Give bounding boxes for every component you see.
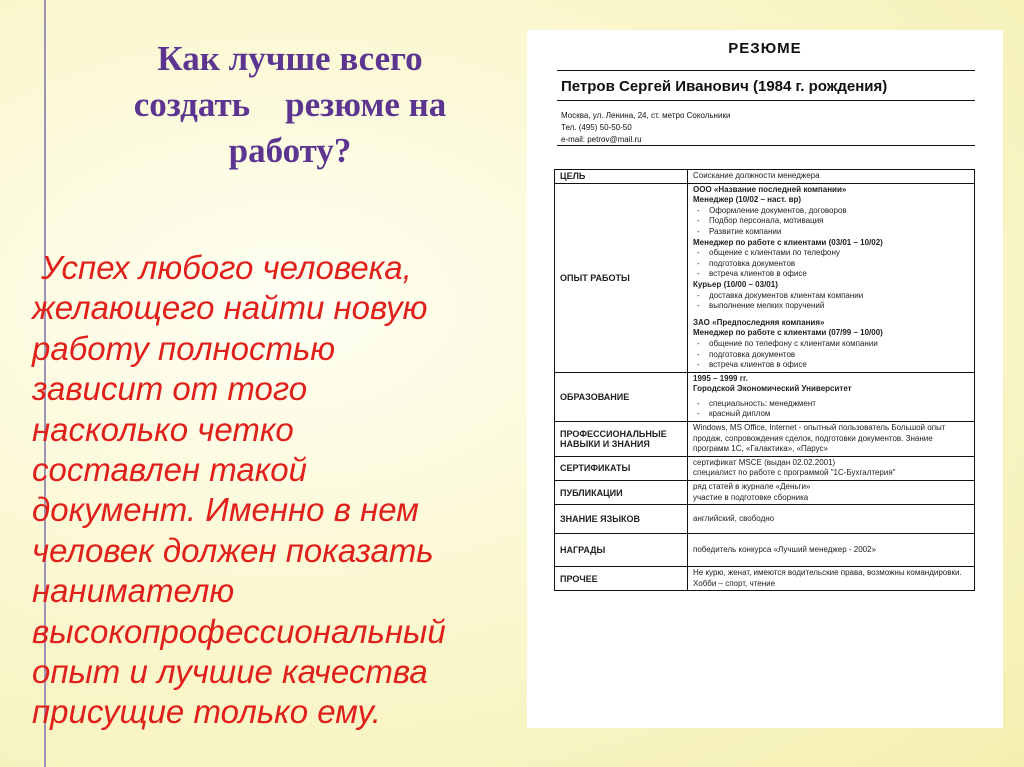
resume-table [554, 169, 975, 591]
row-other [555, 567, 975, 591]
education-years: 1995 – 1999 гг. [693, 373, 748, 383]
skills-value: Windows, MS Office, Internet - опытный пользователь Большой опыт продаж, сопровождения сделок, подготовки документов. Знание программ 1С, «Галактика», «Парус» [688, 422, 975, 457]
publication-line: ряд статей в журнале «Деньги» [693, 482, 811, 492]
other-value [688, 567, 975, 591]
job-duty: - встреча клиентов в офисе [693, 360, 969, 371]
job-title: Менеджер (10/02 – наст. вр) [693, 195, 802, 205]
job-title: Менеджер по работе с клиентами (07/99 – 10/00) [693, 328, 883, 338]
row-languages [555, 505, 975, 534]
experience-label: ОПЫТ РАБОТЫ [555, 183, 688, 372]
row-education [555, 372, 975, 421]
job-duty: - встреча клиентов в офисе [693, 269, 969, 280]
slide-title [60, 36, 520, 174]
publications-label: ПУБЛИКАЦИИ [555, 481, 688, 505]
body-line: работу полностью [32, 329, 336, 367]
body-line: человек должен показать [32, 531, 434, 569]
experience-value [688, 183, 975, 372]
contact-email: e-mail: petrov@mail.ru [561, 135, 642, 144]
skills-label-line: НАВЫКИ И ЗНАНИЯ [560, 438, 650, 449]
title-line: Как лучше всего [157, 39, 423, 78]
other-label: ПРОЧЕЕ [555, 567, 688, 591]
certificates-label: СЕРТИФИКАТЫ [555, 456, 688, 480]
job-duty: - Развитие компании [693, 227, 969, 238]
body-line: документ. Именно в нем [32, 491, 419, 529]
awards-value: победитель конкурса «Лучший менеджер - 2002» [688, 534, 975, 567]
goal-value: Соискание должности менеджера [688, 170, 975, 184]
job-duty: - подготовка документов [693, 259, 969, 270]
education-label: ОБРАЗОВАНИЕ [555, 372, 688, 421]
job-title: Менеджер по работе с клиентами (03/01 – 10/02) [693, 237, 883, 247]
body-line: составлен такой [32, 451, 308, 489]
resume-title: РЕЗЮМЕ [728, 40, 802, 57]
row-goal [555, 170, 975, 184]
row-publications [555, 481, 975, 505]
contact-address: Москва, ул. Ленина, 24, ст. метро Сокольники [561, 111, 731, 120]
slide-body-text [32, 248, 522, 733]
other-line: Не курю, женат, имеются водительские права, возможны командировки. [693, 568, 962, 578]
education-detail: - специальность: менеджмент [693, 399, 969, 410]
other-line: Хобби – спорт, чтение [693, 578, 776, 588]
resume-top-rule [557, 70, 975, 71]
languages-value: английский, свободно [688, 505, 975, 534]
contact-phone: Тел. (495) 50-50-50 [561, 123, 632, 132]
resume-document [527, 30, 1003, 728]
education-university: Городской Экономический Университет [693, 384, 852, 394]
body-line: насколько четко [32, 410, 294, 448]
certificates-value [688, 456, 975, 480]
certificate-line: специалист по работе с программой "1С-Бухгалтерия" [693, 468, 896, 478]
job-duty: - Оформление документов, договоров [693, 206, 969, 217]
job-duty: - общение по телефону с клиентами компании [693, 339, 969, 350]
job-duty: - доставка документов клиентам компании [693, 291, 969, 302]
title-line: работу? [228, 131, 352, 170]
body-line: нанимателю [32, 572, 235, 610]
goal-label: ЦЕЛЬ [555, 170, 688, 184]
skills-label-line: ПРОФЕССИОНАЛЬНЫЕ [560, 428, 667, 439]
certificate-line: сертификат MSCE (выдан 02.02.2001) [693, 457, 836, 467]
job-duty: - общение с клиентами по телефону [693, 248, 969, 259]
languages-label: ЗНАНИЕ ЯЗЫКОВ [555, 505, 688, 534]
row-awards [555, 534, 975, 567]
title-line: создать резюме на [133, 85, 447, 124]
row-skills [555, 422, 975, 457]
skills-label [555, 422, 688, 457]
education-detail: - красный диплом [693, 409, 969, 420]
education-value [688, 372, 975, 421]
body-line: присущие только ему. [32, 693, 381, 731]
job-duty: - Подбор персонала, мотивация [693, 216, 969, 227]
job-title: Курьер (10/00 – 03/01) [693, 279, 778, 289]
awards-label: НАГРАДЫ [555, 534, 688, 567]
publication-line: участие в подготовке сборника [693, 492, 809, 502]
row-experience [555, 183, 975, 372]
company-name: ООО «Название последней компании» [693, 184, 847, 194]
resume-name-rule [557, 100, 975, 101]
body-line: зависит от того [32, 370, 308, 408]
resume-contacts [561, 110, 730, 146]
row-certificates [555, 456, 975, 480]
company-name: ЗАО «Предпоследняя компания» [693, 317, 825, 327]
publications-value [688, 481, 975, 505]
body-line: опыт и лучшие качества [32, 653, 428, 691]
job-duty: - выполнение мелких поручений [693, 301, 969, 312]
resume-contact-rule [557, 145, 975, 146]
resume-name: Петров Сергей Иванович (1984 г. рождения) [561, 78, 888, 95]
job-duty: - подготовка документов [693, 350, 969, 361]
body-line: высокопрофессиональный [32, 612, 446, 650]
body-line: Успех любого человека, [32, 249, 412, 286]
body-line: желающего найти новую [32, 289, 428, 327]
